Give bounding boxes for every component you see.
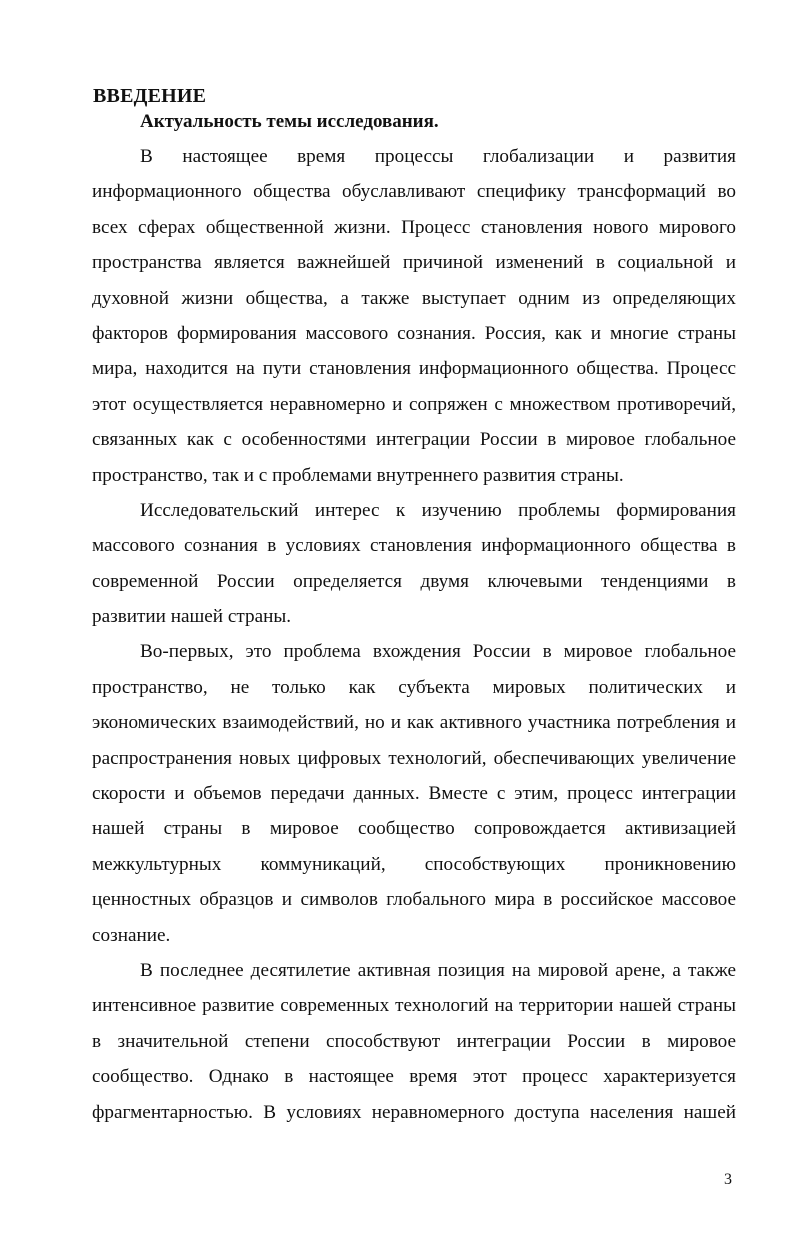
text-line: В настоящее время процессы глобализации и развития [140, 146, 736, 167]
text-line: Во-первых, это проблема вхождения России в мировое глобальное [140, 641, 736, 663]
text-line: мира, находится на пути становления информационного общества. Процесс [92, 358, 736, 380]
page-number: 3 [724, 1171, 732, 1188]
text-line: духовной жизни общества, а также выступает одним из определяющих [92, 287, 736, 309]
text-line: межкультурных коммуникаций, способствующих проникновению [92, 853, 736, 875]
text-line: интенсивное развитие современных технологий на территории нашей страны [92, 995, 736, 1017]
subsection-title: Актуальность темы исследования. [140, 111, 439, 132]
text-line: факторов формирования массового сознания. Россия, как и многие страны [92, 322, 736, 344]
text-line: В последнее десятилетие активная позиция на мировой арене, а также [140, 959, 736, 981]
paragraph-1 [92, 139, 736, 493]
section-title: ВВЕДЕНИЕ [93, 85, 207, 107]
text-line: в значительной степени способствуют интеграции России в мировое [92, 1030, 736, 1052]
text-line: экономических взаимодействий, но и как активного участника потребления и [92, 712, 736, 734]
body-text [92, 139, 736, 1130]
text-line: пространство, не только как субъекта мировых политических и [92, 676, 736, 698]
text-line: пространства является важнейшей причиной изменений в социальной и [92, 252, 736, 274]
paragraph-3 [92, 634, 736, 953]
text-line: пространство, так и с проблемами внутреннего развития страны. [92, 464, 624, 486]
text-line: современной России определяется двумя ключевыми тенденциями в [92, 570, 736, 592]
text-line: скорости и объемов передачи данных. Вместе с этим, процесс интеграции [92, 783, 736, 805]
text-line: связанных как с особенностями интеграции России в мировое глобальное [92, 429, 736, 451]
text-line: распространения новых цифровых технологий, обеспечивающих увеличение [92, 747, 736, 769]
paragraph-4 [92, 953, 736, 1130]
text-line: нашей страны в мировое сообщество сопровождается активизацией [92, 818, 736, 840]
text-line: Исследовательский интерес к изучению проблемы формирования [140, 499, 736, 521]
text-line: всех сферах общественной жизни. Процесс становления нового мирового [92, 216, 736, 238]
text-line: этот осуществляется неравномерно и сопряжен с множеством противоречий, [92, 393, 736, 415]
text-line: информационного общества обуславливают специфику трансформаций во [92, 181, 736, 203]
text-line: фрагментарностью. В условиях неравномерного доступа населения нашей [92, 1101, 736, 1123]
text-line: массового сознания в условиях становления информационного общества в [92, 535, 736, 557]
text-line: развитии нашей страны. [92, 606, 292, 628]
text-line: сообщество. Однако в настоящее время этот процесс характеризуется [92, 1066, 736, 1088]
paragraph-2 [92, 493, 736, 635]
text-line: ценностных образцов и символов глобального мира в российское массовое [92, 889, 736, 911]
text-line: сознание. [92, 924, 171, 946]
